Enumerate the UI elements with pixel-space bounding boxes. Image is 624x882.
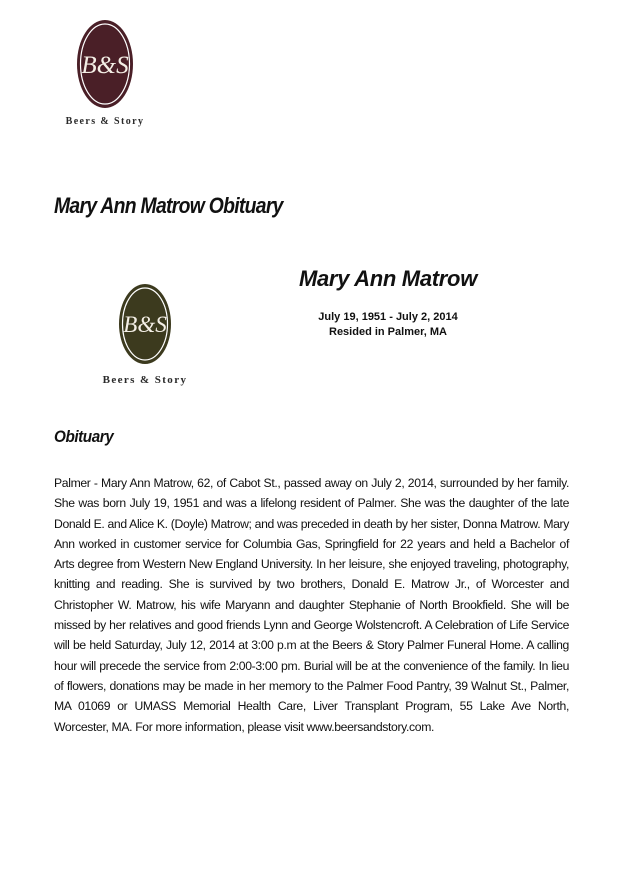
brand-name: Beers & Story: [65, 116, 145, 127]
obituary-text: Palmer - Mary Ann Matrow, 62, of Cabot St., passed away on July 2, 2014, surrounded by her family. She was born July 19, 1951 and was a lifelong resident of Palmer. She was the daughter of the late Donald E. and Alice K. (Doyle) Matrow; and was preceded in death by her sister, Donna Matrow. Mary Ann worked in customer service for Columbia Gas, Springfield for 22 years and held a Bachelor of Arts degree from Western New England University. In her leisure, she enjoyed traveling, photography, knitting and reading. She is survived by two brothers, Donald E. Matrow Jr., of Worcester and Christopher W. Matrow, his wife Maryann and daughter Stephanie of North Brookfield. She will be missed by her relatives and good friends Lynn and George Wolstencroft. A Celebration of Life Service will be held Saturday, July 12, 2014 at 3:00 p.m at the Beers & Story Palmer Funeral Home. A calling hour will precede the service from 2:00-3:00 pm. Burial will be at the convenience of the family. In lieu of flowers, donations may be made in her memory to the Palmer Food Pantry, 39 Walnut St., Palmer, MA 01069 or UMASS Memorial Health Care, Liver Transplant Program, 55 Lake Ave North, Worcester, MA. For more information, please visit www.beersandstory.com.: [54, 476, 569, 734]
header-logo[interactable]: [52, 18, 158, 127]
logo-monogram-text: B&S: [81, 52, 129, 79]
monogram-oval-icon: [117, 282, 173, 366]
page-title: Mary Ann Matrow Obituary: [54, 193, 283, 218]
profile-logo: [88, 282, 202, 386]
logo-monogram-text: B&S: [123, 312, 167, 337]
monogram-oval-icon: [75, 18, 135, 110]
person-name: Mary Ann Matrow: [298, 266, 478, 291]
brand-name: Beers & Story: [102, 374, 188, 386]
profile-details: [268, 266, 508, 340]
residence: Resided in Palmer, MA: [329, 326, 447, 338]
obituary-heading: Obituary: [54, 427, 114, 446]
life-dates: July 19, 1951 - July 2, 2014: [318, 311, 458, 323]
